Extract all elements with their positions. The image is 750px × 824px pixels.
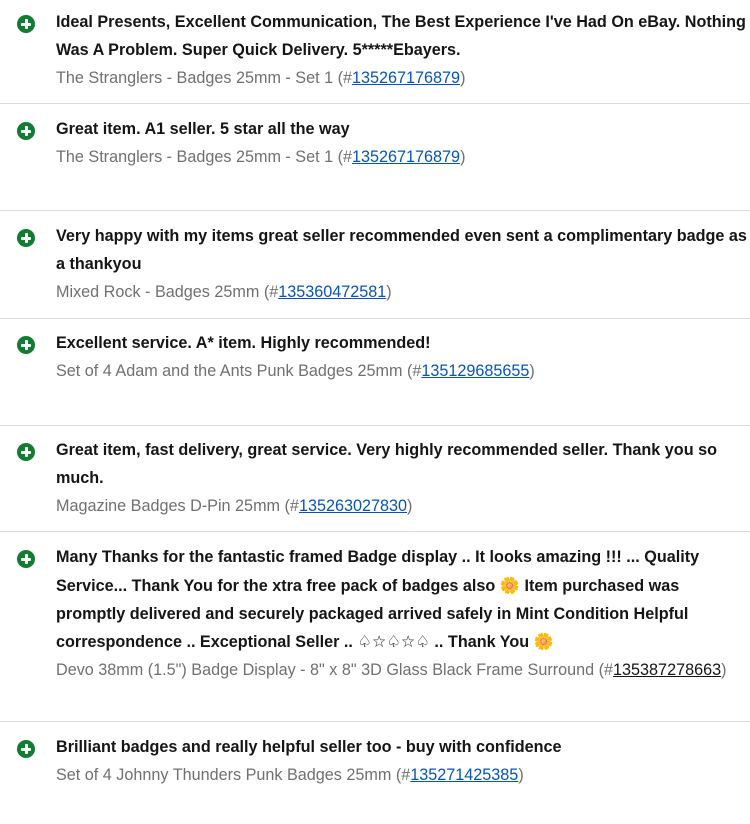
item-number-close: ) [460, 68, 466, 87]
feedback-entry [56, 223, 750, 306]
item-title: Set of 4 Adam and the Ants Punk Badges 25mm [56, 361, 403, 380]
item-number-open: (# [391, 765, 411, 784]
item-title: Mixed Rock - Badges 25mm [56, 282, 260, 301]
positive-rating-icon [17, 15, 35, 33]
feedback-comment: Excellent service. A* item. Highly recommended! [56, 334, 431, 352]
positive-rating-icon [17, 550, 35, 568]
feedback-comment: Great item, fast delivery, great service. Very highly recommended seller. Thank you so much. [56, 441, 717, 487]
feedback-item-line [56, 762, 750, 790]
item-number-close: ) [460, 147, 466, 166]
feedback-comment: Ideal Presents, Excellent Communication, The Best Experience I've Had On eBay. Nothing Was A Problem. Super Quick Delivery. 5*****Ebayers. [56, 13, 746, 59]
item-number-open: (# [280, 496, 299, 515]
positive-rating-icon [17, 122, 35, 140]
row-divider [0, 531, 750, 532]
item-title: Set of 4 Johnny Thunders Punk Badges 25mm [56, 765, 392, 784]
feedback-item-line [56, 279, 750, 307]
feedback-item-line [56, 144, 750, 172]
feedback-comment: Brilliant badges and really helpful seller too - buy with confidence [56, 738, 562, 756]
item-number-close: ) [407, 496, 413, 515]
feedback-entry [56, 734, 750, 790]
item-number-link[interactable]: 135263027830 [298, 496, 407, 515]
positive-rating-icon [17, 443, 35, 461]
feedback-comment: Very happy with my items great seller recommended even sent a complimentary badge as a thankyou [56, 227, 747, 273]
item-number-link[interactable]: 135387278663 [613, 661, 722, 680]
item-title: The Stranglers - Badges 25mm - Set 1 [56, 147, 334, 166]
feedback-entry [56, 9, 750, 92]
feedback-entry [56, 544, 750, 685]
spade-star-symbols: ♤☆♤☆♤ [357, 633, 430, 652]
feedback-entry [56, 437, 750, 520]
item-number-link[interactable]: 135129685655 [421, 361, 530, 380]
item-number-close: ) [518, 765, 524, 784]
flower-emoji-icon: 🌼 [499, 575, 520, 595]
feedback-item-line [56, 65, 750, 93]
item-number-link[interactable]: 135267176879 [352, 68, 461, 87]
item-title: Devo 38mm (1.5") Badge Display - 8" x 8" 3D Glass Black Frame Surround [56, 661, 595, 680]
row-divider [0, 721, 750, 722]
positive-rating-icon [17, 740, 35, 758]
positive-rating-icon [17, 229, 35, 247]
item-number-open: (# [402, 361, 422, 380]
feedback-entry [56, 330, 750, 386]
feedback-entry [56, 116, 750, 172]
item-title: Magazine Badges D-Pin 25mm [56, 496, 281, 515]
item-number-close: ) [529, 361, 535, 380]
item-number-open: (# [259, 282, 279, 301]
item-number-open: (# [333, 147, 353, 166]
feedback-item-line [56, 358, 750, 386]
comment-text: .. Thank You [429, 633, 534, 652]
comment-text: Many Thanks for the fantastic framed Badge display .. It looks amazing !!! ... Quality Service... Thank You for the xtra free pack of badges also [56, 548, 700, 595]
row-divider [0, 318, 750, 319]
feedback-comment [56, 544, 750, 657]
item-number-close: ) [721, 661, 727, 680]
row-divider [0, 210, 750, 211]
row-divider [0, 103, 750, 104]
feedback-item-line [56, 493, 750, 521]
flower-emoji-icon: 🌼 [533, 632, 554, 652]
item-number-link[interactable]: 135267176879 [352, 147, 461, 166]
item-number-open: (# [333, 68, 353, 87]
feedback-comment: Great item. A1 seller. 5 star all the way [56, 120, 350, 138]
item-number-open: (# [594, 661, 614, 680]
item-number-close: ) [386, 282, 392, 301]
item-number-link[interactable]: 135360472581 [278, 282, 387, 301]
feedback-item-line [56, 657, 750, 685]
item-number-link[interactable]: 135271425385 [410, 765, 519, 784]
positive-rating-icon [17, 336, 35, 354]
comment-text: Item purchased was promptly delivered and securely packaged arrived safely in Mint Condition Helpful correspondence .. Exceptional Seller .. [56, 576, 689, 652]
item-title: The Stranglers - Badges 25mm - Set 1 [56, 68, 334, 87]
row-divider [0, 425, 750, 426]
